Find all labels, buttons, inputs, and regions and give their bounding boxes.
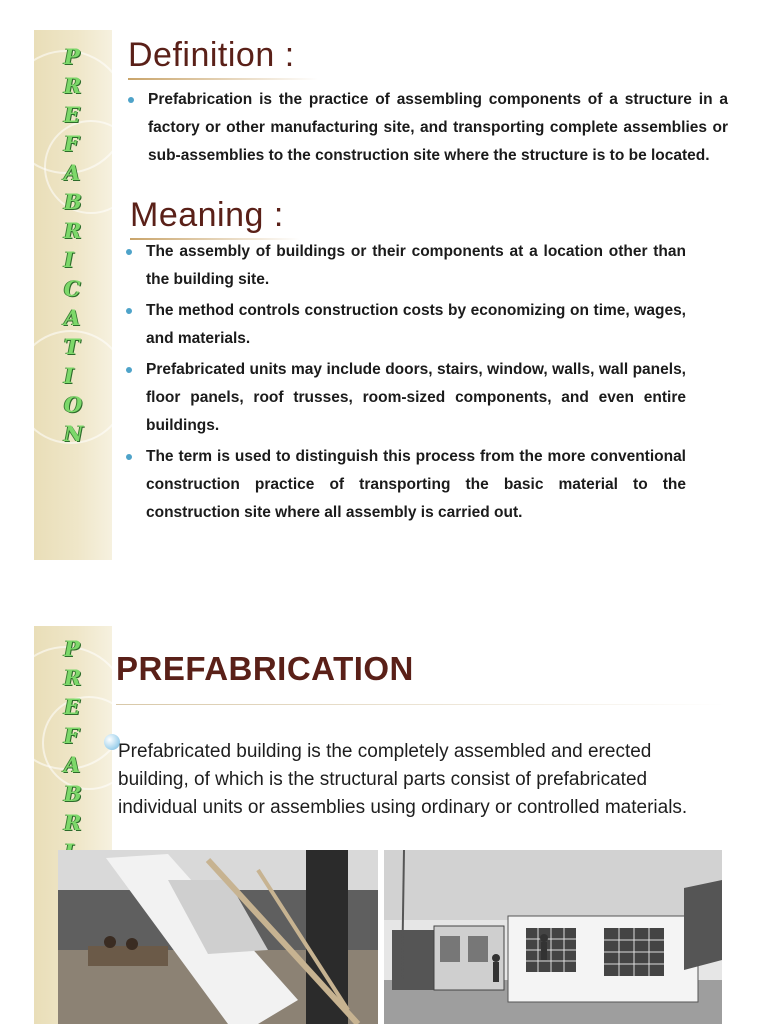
banner-letter: F xyxy=(64,131,79,156)
banner-letter: E xyxy=(64,102,81,127)
construction-photo-right xyxy=(384,850,722,1024)
bullet-icon xyxy=(126,454,132,460)
banner-letter: I xyxy=(64,247,74,272)
definition-heading: Definition : xyxy=(128,36,295,74)
banner-letter: R xyxy=(64,73,82,98)
banner-letter: A xyxy=(64,752,81,777)
banner-letter: F xyxy=(64,723,79,748)
meaning-list xyxy=(122,238,686,530)
banner-letter: I xyxy=(64,363,74,388)
banner-letter: B xyxy=(64,189,82,214)
list-item: The method controls construction costs by economizing on time, wages, and materials. xyxy=(122,297,686,353)
banner-letter: P xyxy=(64,636,80,661)
banner-letter: B xyxy=(64,781,82,806)
definition-paragraph: Prefabricated building is the completely assembled and erected building, of which is the structural parts consist of prefabricated individual units or assemblies using ordinary or controlled materials. xyxy=(118,741,688,818)
slide-prefabrication xyxy=(0,626,768,1024)
banner-letter: N xyxy=(64,421,84,446)
bullet-icon xyxy=(126,367,132,373)
erected-walls-image xyxy=(384,850,722,1024)
bullet-icon xyxy=(126,308,132,314)
banner-letter: A xyxy=(64,160,81,185)
list-item: Prefabricated units may include doors, stairs, window, walls, wall panels, floor panels, roof trusses, room-sized components, and even entire buildings. xyxy=(122,356,686,440)
page-title: PREFABRICATION xyxy=(116,650,414,687)
banner-letters xyxy=(34,42,112,448)
slide-definition xyxy=(0,30,768,560)
list-item: The assembly of buildings or their components at a location other than the building site. xyxy=(122,238,686,294)
banner-letter: R xyxy=(64,665,82,690)
banner-letter: O xyxy=(64,392,83,417)
list-item: The term is used to distinguish this process from the more conventional construction practice of transporting the basic material to the construction site where all assembly is carried out. xyxy=(122,443,686,527)
banner-letter: E xyxy=(64,694,81,719)
banner-letter: C xyxy=(64,276,81,301)
precast-panel-image xyxy=(58,850,378,1024)
side-banner xyxy=(34,30,112,560)
bullet-icon xyxy=(128,97,134,103)
banner-letter: T xyxy=(64,334,80,359)
construction-photo-left xyxy=(58,850,378,1024)
meaning-heading: Meaning : xyxy=(130,196,284,234)
banner-letter: P xyxy=(64,44,80,69)
title-underline xyxy=(116,704,726,705)
list-item: Prefabrication is the practice of assembling components of a structure in a factory or other manufacturing site, and transporting complete assemblies or sub-assemblies to the construction site where the structure is to be located. xyxy=(124,86,728,170)
definition-list xyxy=(124,86,728,173)
banner-letter: A xyxy=(64,305,81,330)
banner-letter: R xyxy=(64,810,82,835)
banner-letter: R xyxy=(64,218,82,243)
bullet-icon xyxy=(126,249,132,255)
definition-underline xyxy=(128,78,318,80)
